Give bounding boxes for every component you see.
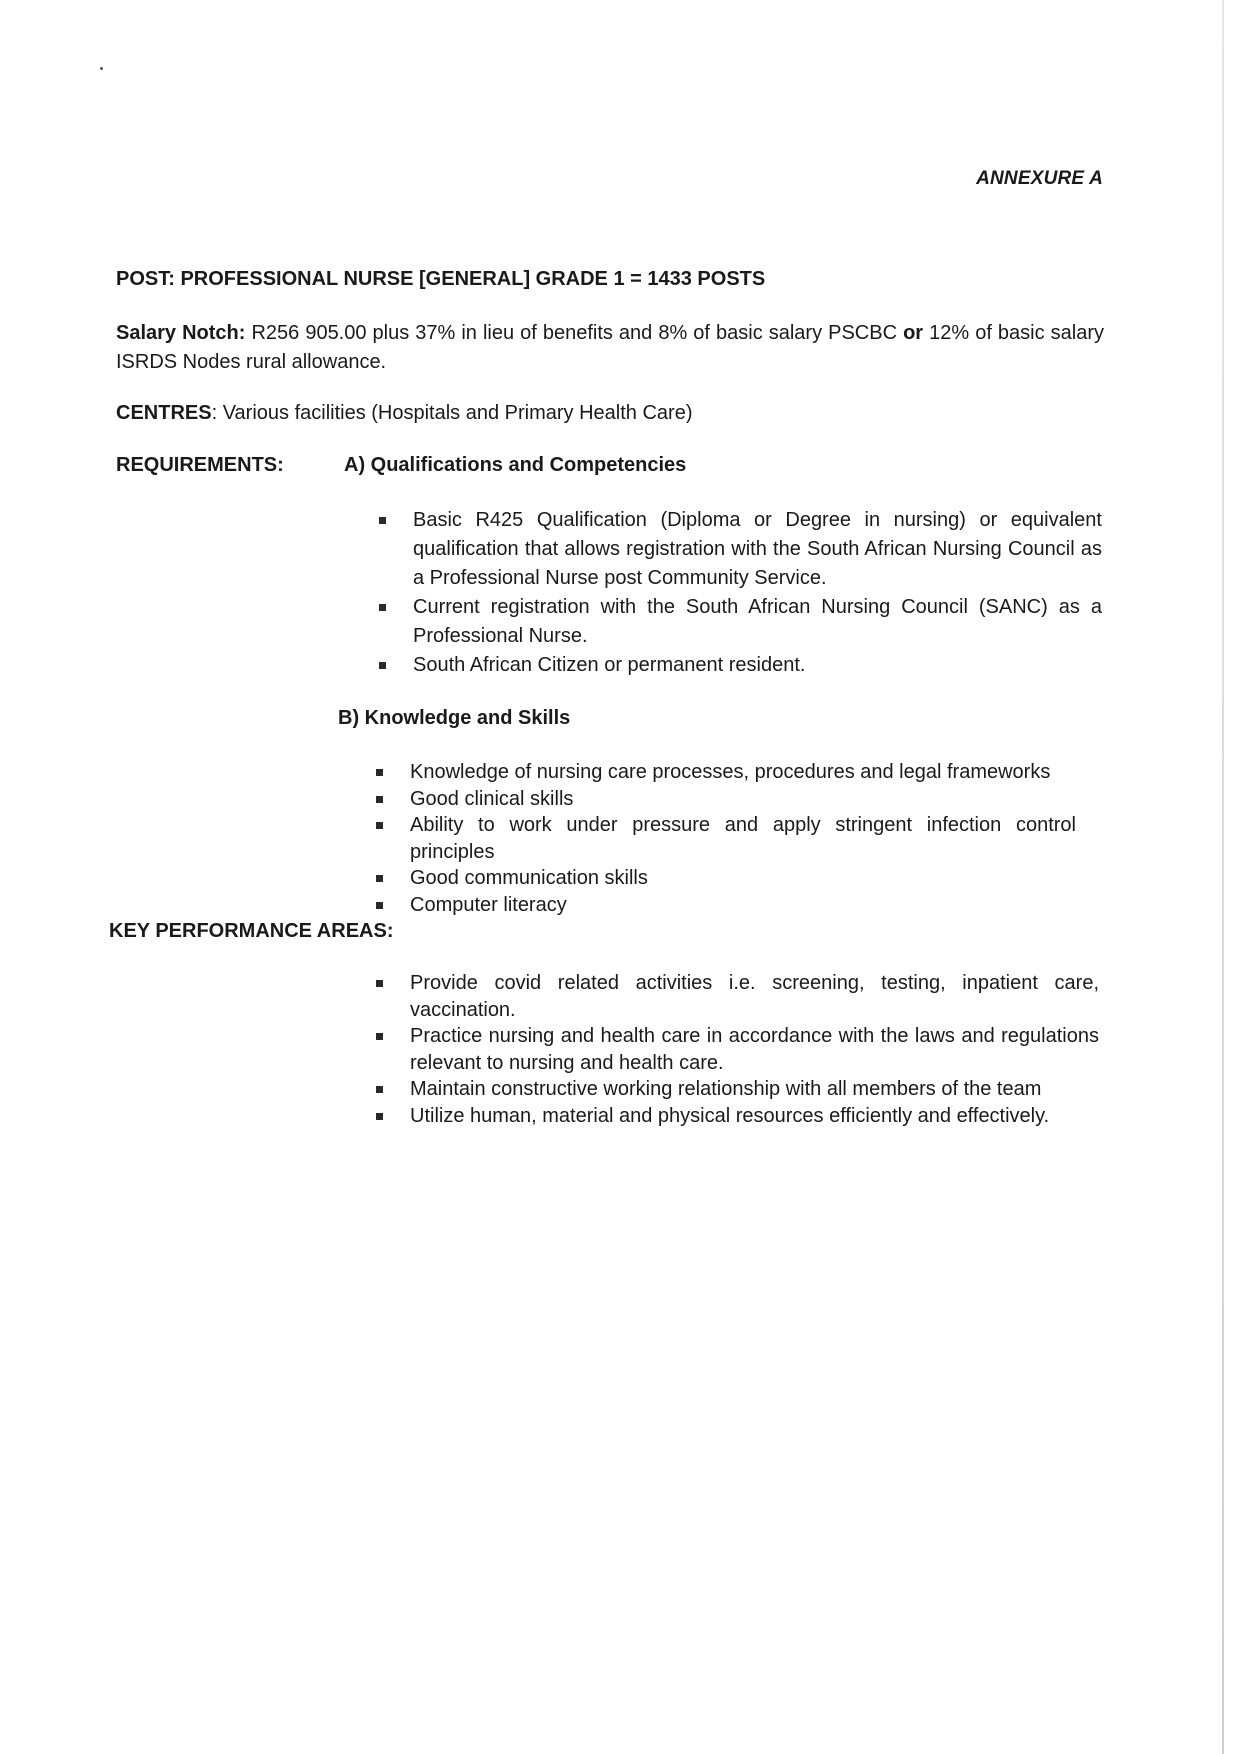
skill-text: Knowledge of nursing care processes, procedures and legal frameworks	[410, 761, 1051, 783]
square-bullet-icon	[376, 796, 383, 803]
kpa-label: KEY PERFORMANCE AREAS:	[109, 920, 394, 942]
square-bullet-icon	[376, 769, 383, 776]
salary-text-after-or: 12% of basic salary ISRDS Nodes rural allowance.	[116, 322, 1104, 373]
list-item	[376, 1076, 1099, 1103]
section-a-title: A) Qualifications and Competencies	[344, 454, 687, 476]
square-bullet-icon	[376, 1086, 383, 1093]
kpa-text: Practice nursing and health care in accordance with the laws and regulations relevant to nursing and health care.	[410, 1025, 1099, 1074]
list-item	[376, 1103, 1099, 1130]
kpa-text: Maintain constructive working relationship with all members of the team	[410, 1078, 1042, 1100]
qualification-text: South African Citizen or permanent resident.	[413, 654, 806, 676]
scan-speck	[100, 67, 103, 70]
post-title: POST: PROFESSIONAL NURSE [GENERAL] GRADE 1 = 1433 POSTS	[116, 268, 766, 290]
centres-line	[116, 402, 693, 425]
salary-paragraph	[116, 319, 1104, 377]
list-item	[379, 593, 1102, 651]
kpa-list	[376, 970, 1099, 1129]
square-bullet-icon	[379, 517, 386, 524]
salary-label: Salary Notch:	[116, 322, 246, 344]
skill-text: Ability to work under pressure and apply stringent infection control principles	[410, 814, 1076, 863]
kpa-text: Provide covid related activities i.e. screening, testing, inpatient care, vaccination.	[410, 972, 1099, 1021]
square-bullet-icon	[376, 1113, 383, 1120]
skills-list	[376, 759, 1076, 918]
section-b-title: B) Knowledge and Skills	[338, 707, 571, 729]
annexure-label: ANNEXURE A	[976, 168, 1103, 189]
square-bullet-icon	[376, 822, 383, 829]
qualifications-list	[379, 506, 1102, 680]
skill-text: Good communication skills	[410, 867, 648, 889]
list-item	[376, 865, 1076, 892]
square-bullet-icon	[376, 1033, 383, 1040]
centres-value: : Various facilities (Hospitals and Primary Health Care)	[211, 402, 693, 424]
list-item	[376, 970, 1099, 1023]
list-item	[379, 651, 1102, 680]
list-item	[379, 506, 1102, 593]
square-bullet-icon	[379, 662, 386, 669]
scan-edge	[1222, 0, 1224, 1754]
square-bullet-icon	[379, 604, 386, 611]
square-bullet-icon	[376, 980, 383, 987]
list-item	[376, 786, 1076, 813]
list-item	[376, 892, 1076, 919]
centres-label: CENTRES	[116, 402, 212, 424]
list-item	[376, 759, 1076, 786]
square-bullet-icon	[376, 875, 383, 882]
skill-text: Computer literacy	[410, 893, 567, 916]
salary-or-word: or	[903, 322, 924, 344]
requirements-label: REQUIREMENTS:	[116, 454, 284, 476]
salary-text-before-or: R256 905.00 plus 37% in lieu of benefits and 8% of basic salary PSCBC	[245, 322, 904, 344]
qualification-text: Basic R425 Qualification (Diploma or Degree in nursing) or equivalent qualification that allows registration with the South African Nursing Council as a Professional Nurse post Community Service.	[413, 509, 1102, 589]
qualification-text: Current registration with the South African Nursing Council (SANC) as a Professional Nurse.	[413, 596, 1102, 647]
list-item	[376, 1023, 1099, 1076]
skill-text: Good clinical skills	[410, 787, 574, 810]
list-item	[376, 812, 1076, 865]
square-bullet-icon	[376, 902, 383, 909]
kpa-text: Utilize human, material and physical resources efficiently and effectively.	[410, 1104, 1050, 1127]
